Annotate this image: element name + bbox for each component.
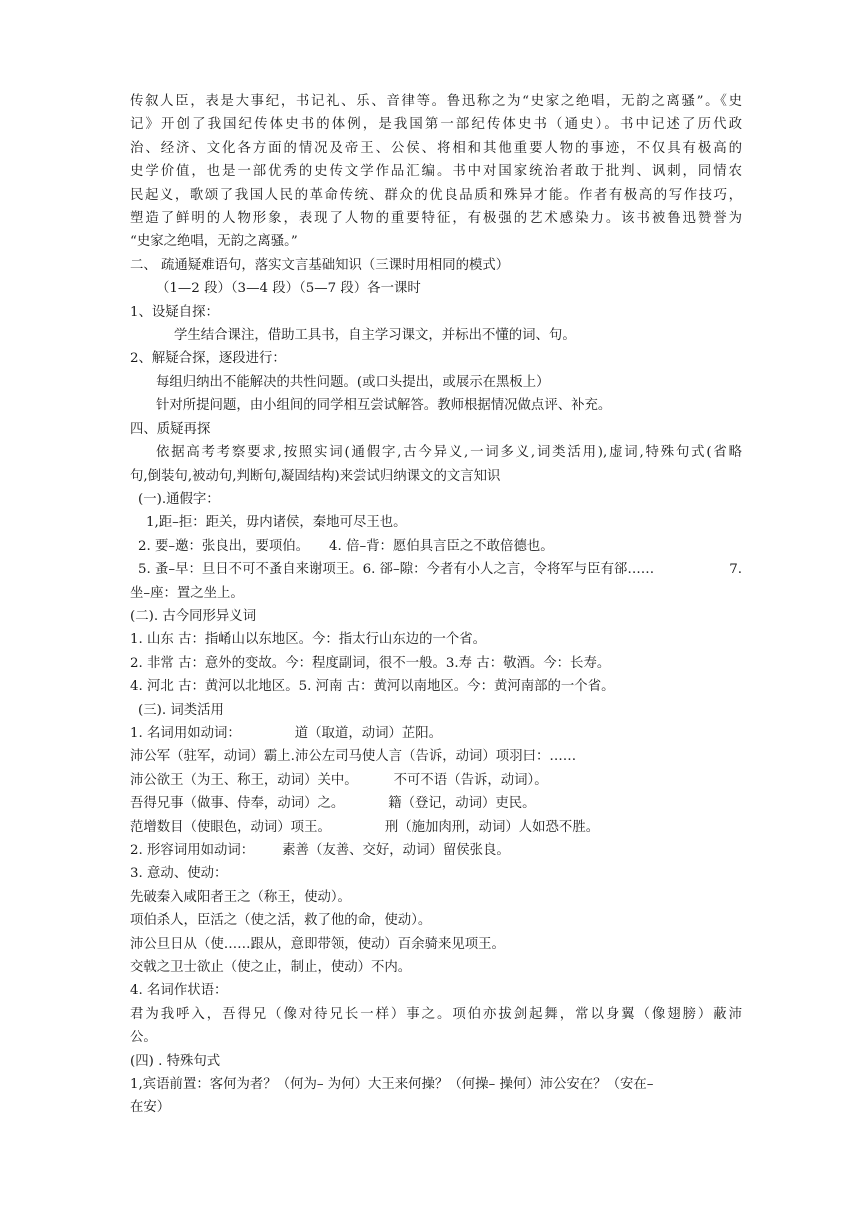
text-span: 2. 要–邀：张良出，要项伯。 xyxy=(138,538,310,554)
text-line: 1,宾语前置：客何为者？（何为– 为何）大王来何操？（何操– 操何）沛公安在？（安在– xyxy=(130,1077,654,1093)
text-line xyxy=(130,816,742,839)
step-text: 针对所提问题，由小组间的同学相互尝试解答。教师根据情况做点评、补充。 xyxy=(156,398,612,414)
step-text: 学生结合课注，借助工具书，自主学习课文，并标出不懂的词、句。 xyxy=(174,328,576,344)
text-span: 2. 非常 古：意外的变故。今：程度副词，很不一般。 xyxy=(130,655,446,671)
text-span: 4. 河北 古：黄河以北地区。 xyxy=(130,679,299,695)
text-span: 7. xyxy=(729,562,742,578)
text-line: 交戟之卫士欲止（使之止，制止，使动）不内。 xyxy=(130,960,412,976)
text-line: 史学价值，也是一部优秀的史传文学作品汇编。书中对国家统治者敢于批判、讽刺，同情农 xyxy=(130,164,742,180)
text-span: 沛公欲王（为王、称王，动词）关中。 xyxy=(130,772,358,788)
text-span: 道（取道，动词）芷阳。 xyxy=(294,725,443,741)
subsection-title: (一).通假字： xyxy=(138,491,220,507)
text-line: 在安） xyxy=(130,1100,171,1116)
text-line xyxy=(130,558,742,581)
text-span: 3.寿 古：敬酒。今：长寿。 xyxy=(445,655,611,671)
text-span: 素善（友善、交好，动词）留侯张良。 xyxy=(282,843,510,858)
text-span: 刑（施加肉刑，动词）人如恐不胜。 xyxy=(384,819,600,835)
section-heading: 四、质疑再探 xyxy=(130,421,211,437)
cilei-section xyxy=(130,699,742,1050)
tongjiazi-section xyxy=(130,488,742,605)
text-line: 塑造了鲜明的人物形象，表现了人物的重要特征，有极强的艺术感染力。该书被鲁迅赞誉为 xyxy=(130,211,742,227)
text-line xyxy=(130,722,742,745)
text-line xyxy=(130,652,742,675)
text-line: 项伯杀人，臣活之（使之活，救了他的命，使动）。 xyxy=(130,913,432,929)
text-line: 先破秦入咸阳者王之（称王，使动）。 xyxy=(130,889,351,905)
text-span: 1. 名词用如动词： xyxy=(130,725,241,741)
gujin-section xyxy=(130,605,742,699)
text-line: 坐–座：置之坐上。 xyxy=(130,585,244,601)
text-span: 6. 郤–隙：今者有小人之言，令将军与臣有郤…… xyxy=(362,562,655,578)
text-line: 3. 意动、使动： xyxy=(130,866,228,882)
text-line: “史家之绝唱，无韵之离骚。” xyxy=(130,234,298,250)
text-line: 治、经济、文化各方面的情况及帝王、公侯、将相和其他重要人物的事迹，不仅具有极高的 xyxy=(130,140,742,156)
subsection-title: (三). 词类活用 xyxy=(138,702,224,718)
text-span: 4. 倍–背：愿伯具言臣之不敢倍德也。 xyxy=(329,538,554,554)
text-line: 4. 名词作状语： xyxy=(130,983,228,999)
text-line xyxy=(130,675,742,698)
text-line: 记》开创了我国纪传体史书的体例，是我国第一部纪传体史书（通史）。书中记述了历代政 xyxy=(130,117,742,133)
text-line xyxy=(130,839,742,862)
step-text: 每组归纳出不能解决的共性问题。(或口头提出，或展示在黑板上） xyxy=(156,374,550,390)
text-span: 吾得兄事（做事、侍奉，动词）之。 xyxy=(130,796,345,812)
text-line: 1. 山东 古：指崤山以东地区。今：指太行山东边的一个省。 xyxy=(130,632,487,648)
text-span: 籍（登记，动词）吏民。 xyxy=(388,796,536,812)
text-line: 传叙人臣，表是大事纪，书记礼、乐、音律等。鲁迅称之为“史家之绝唱，无韵之离骚”。《史 xyxy=(130,94,742,109)
text-line: 民起义，歌颂了我国人民的革命传统、群众的优良品质和殊异才能。作者有极高的写作技巧， xyxy=(130,187,742,203)
step-title: 2、解疑合探，逐段进行： xyxy=(130,351,286,367)
intro-paragraph xyxy=(130,90,742,254)
subsection-title: (四) . 特殊句式 xyxy=(130,1053,221,1069)
text-line: 沛公旦日从（使……跟从，意即带领，使动）百余骑来见项王。 xyxy=(130,936,505,952)
section-four xyxy=(130,418,742,488)
text-span: 5. 蚤–早：旦日不可不蚤自来谢项王。 xyxy=(138,562,363,578)
text-line xyxy=(130,769,742,792)
text-span: 5. 河南 古：黄河以南地区。今：黄河南部的一个省。 xyxy=(298,679,615,695)
step-title: 1、设疑自探： xyxy=(130,304,219,320)
section-heading: 二、 疏通疑难语句，落实文言基础知识（三课时用相同的模式） xyxy=(130,257,510,273)
text-span: 不可不语（告诉，动词）。 xyxy=(393,772,548,788)
text-line: 1,距–拒：距关，毋内诸侯，秦地可尽王也。 xyxy=(146,515,407,531)
text-line: 沛公军（驻军，动词）霸上.沛公左司马使人言（告诉，动词）项羽曰：…… xyxy=(130,749,577,765)
text-span: 2. 形容词用如动词： xyxy=(130,843,255,858)
text-line: 句,倒装句,被动句,判断句,凝固结构)来尝试归纳课文的文言知识 xyxy=(130,468,501,484)
section-two xyxy=(130,254,742,418)
text-line: 公。 xyxy=(130,1030,157,1046)
teshu-section xyxy=(130,1050,742,1120)
text-line xyxy=(130,792,742,815)
text-span: 范增数目（使眼色，动词）项王。 xyxy=(130,819,331,835)
text-line: 君为我呼入，吾得兄（像对待兄长一样）事之。项伯亦拔剑起舞，常以身翼（像翅膀）蔽沛 xyxy=(130,1006,742,1022)
subsection-title: (二). 古今同形异义词 xyxy=(130,608,257,624)
section-subheading: （1—2 段）（3—4 段）（5—7 段）各一课时 xyxy=(156,281,421,297)
text-line xyxy=(130,535,742,558)
text-line: 依据高考考察要求,按照实词(通假字,古今异义,一词多义,词类活用),虚词,特殊句式(省略 xyxy=(156,445,742,461)
